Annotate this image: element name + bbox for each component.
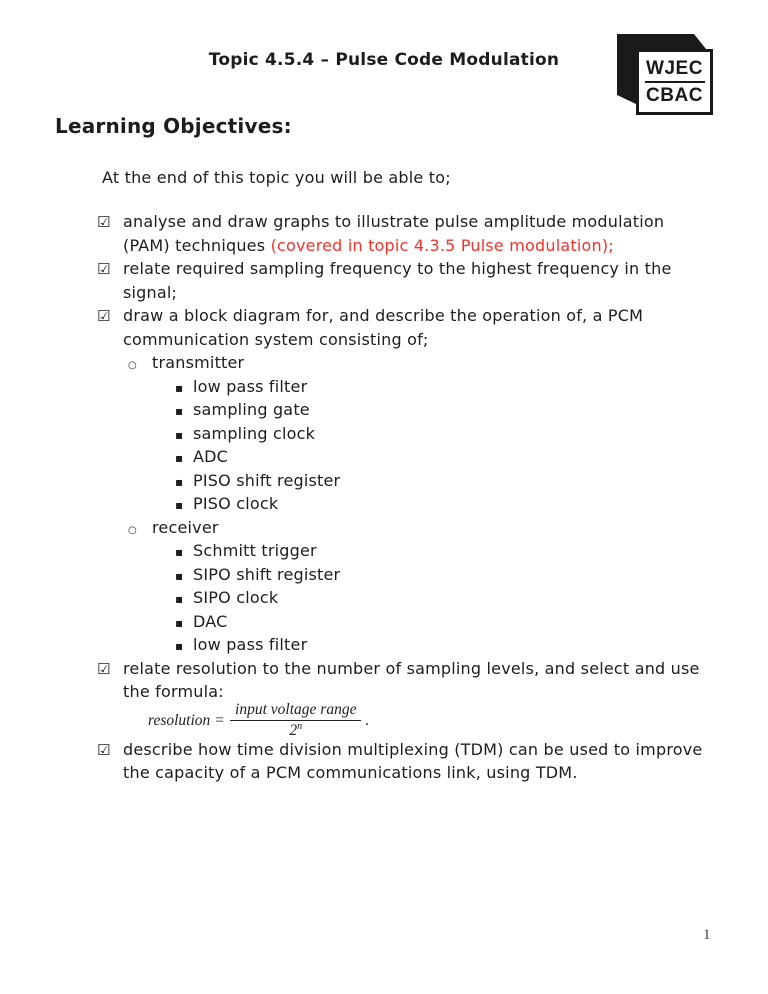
sublist-receiver-label [97,516,747,540]
sub-item-text: Schmitt trigger [193,541,317,560]
sublist-label: receiver [152,517,219,537]
objective-item-pam-cont [97,234,747,258]
sub-item-piso-clock [97,492,747,516]
objectives-list [97,210,747,785]
objective-item-resolution [97,657,747,681]
square-bullet-icon: ▪ [175,545,184,559]
square-bullet-icon: ▪ [175,451,184,465]
circle-bullet-icon: ○ [128,524,137,536]
section-heading: Learning Objectives: [55,114,292,138]
sub-item-text: sampling clock [193,423,316,443]
square-bullet-icon: ▪ [175,427,184,442]
square-bullet-icon: ▪ [175,615,184,630]
checked-checkbox-icon: ☑ [97,740,111,759]
objective-text: the formula: [123,682,224,701]
formula-fraction [230,701,361,740]
square-bullet-icon: ▪ [175,639,184,653]
sub-item-text: SIPO clock [193,588,279,607]
sub-item-schmitt-trigger [97,539,747,563]
objective-item-resolution-cont [97,680,747,704]
square-bullet-icon: ▪ [175,404,184,418]
objective-text: the capacity of a PCM communications link, using TDM. [123,763,578,782]
formula-lhs: resolution [148,711,211,729]
checked-checkbox-icon: ☑ [97,659,111,678]
checked-checkbox-icon: ☑ [97,260,111,278]
objective-item-pam [97,210,747,234]
objective-text: analyse and draw graphs to illustrate pulse amplitude modulation [123,212,665,231]
sub-item-text: PISO clock [193,494,279,513]
objective-item-block-diagram [97,304,747,328]
objective-text: signal; [123,282,178,302]
objective-item-tdm [97,738,747,762]
square-bullet-icon: ▪ [175,380,184,395]
sub-item-low-pass-filter-rx [97,633,747,657]
logo-line-cbac: CBAC [646,85,703,107]
sub-item-sipo-clock [97,586,747,610]
sub-item-text: SIPO shift register [193,564,341,584]
red-note-text: (covered in topic 4.3.5 Pulse modulation); [270,235,614,255]
sub-item-sipo-shift-register [97,563,747,587]
sub-item-text: low pass filter [193,376,308,396]
objective-text: (PAM) techniques (covered in topic 4.3.5 Pulse modulation); [123,235,614,255]
sub-item-low-pass-filter [97,375,747,399]
exponent: n [297,720,303,732]
equals-sign: = [215,711,225,729]
sublist-label: transmitter [152,353,245,372]
circle-bullet-icon: ○ [128,360,137,371]
checked-checkbox-icon: ☑ [97,213,111,231]
page-number: 1 [703,927,711,943]
square-bullet-icon: ▪ [175,498,184,512]
objective-text: relate resolution to the number of sampling levels, and select and use [123,658,700,678]
sub-item-text: DAC [193,611,228,631]
resolution-formula [148,701,747,740]
sub-item-sampling-clock [97,422,747,446]
sub-item-text: low pass filter [193,635,308,654]
objective-item-block-diagram-cont [97,328,747,352]
objective-item-tdm-cont [97,761,747,785]
square-bullet-icon: ▪ [175,568,184,583]
objective-item-sampling-frequency [97,257,747,281]
sub-item-sampling-gate [97,398,747,422]
objective-text: draw a block diagram for, and describe the operation of, a PCM [123,306,644,325]
square-bullet-icon: ▪ [175,592,184,606]
logo-divider [645,81,705,84]
sub-item-piso-shift-register [97,469,747,493]
logo-text-box [636,49,713,115]
wjec-logo [617,34,712,112]
page-title: Topic 4.5.4 – Pulse Code Modulation [208,50,560,70]
objective-item-sampling-frequency-cont [97,281,747,305]
fraction-denominator: 2$^n$ [289,720,303,740]
sub-item-text: ADC [193,447,229,466]
square-bullet-icon: ▪ [175,474,184,489]
intro-text: At the end of this topic you will be able to; [102,168,451,187]
objective-text: communication system consisting of; [123,329,429,349]
sub-item-adc [97,445,747,469]
objective-text: relate required sampling frequency to the highest frequency in the [123,259,672,278]
sublist-transmitter-label [97,351,747,375]
formula-period: . [365,711,370,729]
sub-item-text: sampling gate [193,400,310,419]
sub-item-text: PISO shift register [193,470,341,490]
fraction-numerator: input voltage range [230,701,361,721]
logo-line-wjec: WJEC [646,57,703,79]
objective-text: describe how time division multiplexing (TDM) can be used to improve [123,739,703,759]
checked-checkbox-icon: ☑ [97,307,111,325]
sub-item-dac [97,610,747,634]
